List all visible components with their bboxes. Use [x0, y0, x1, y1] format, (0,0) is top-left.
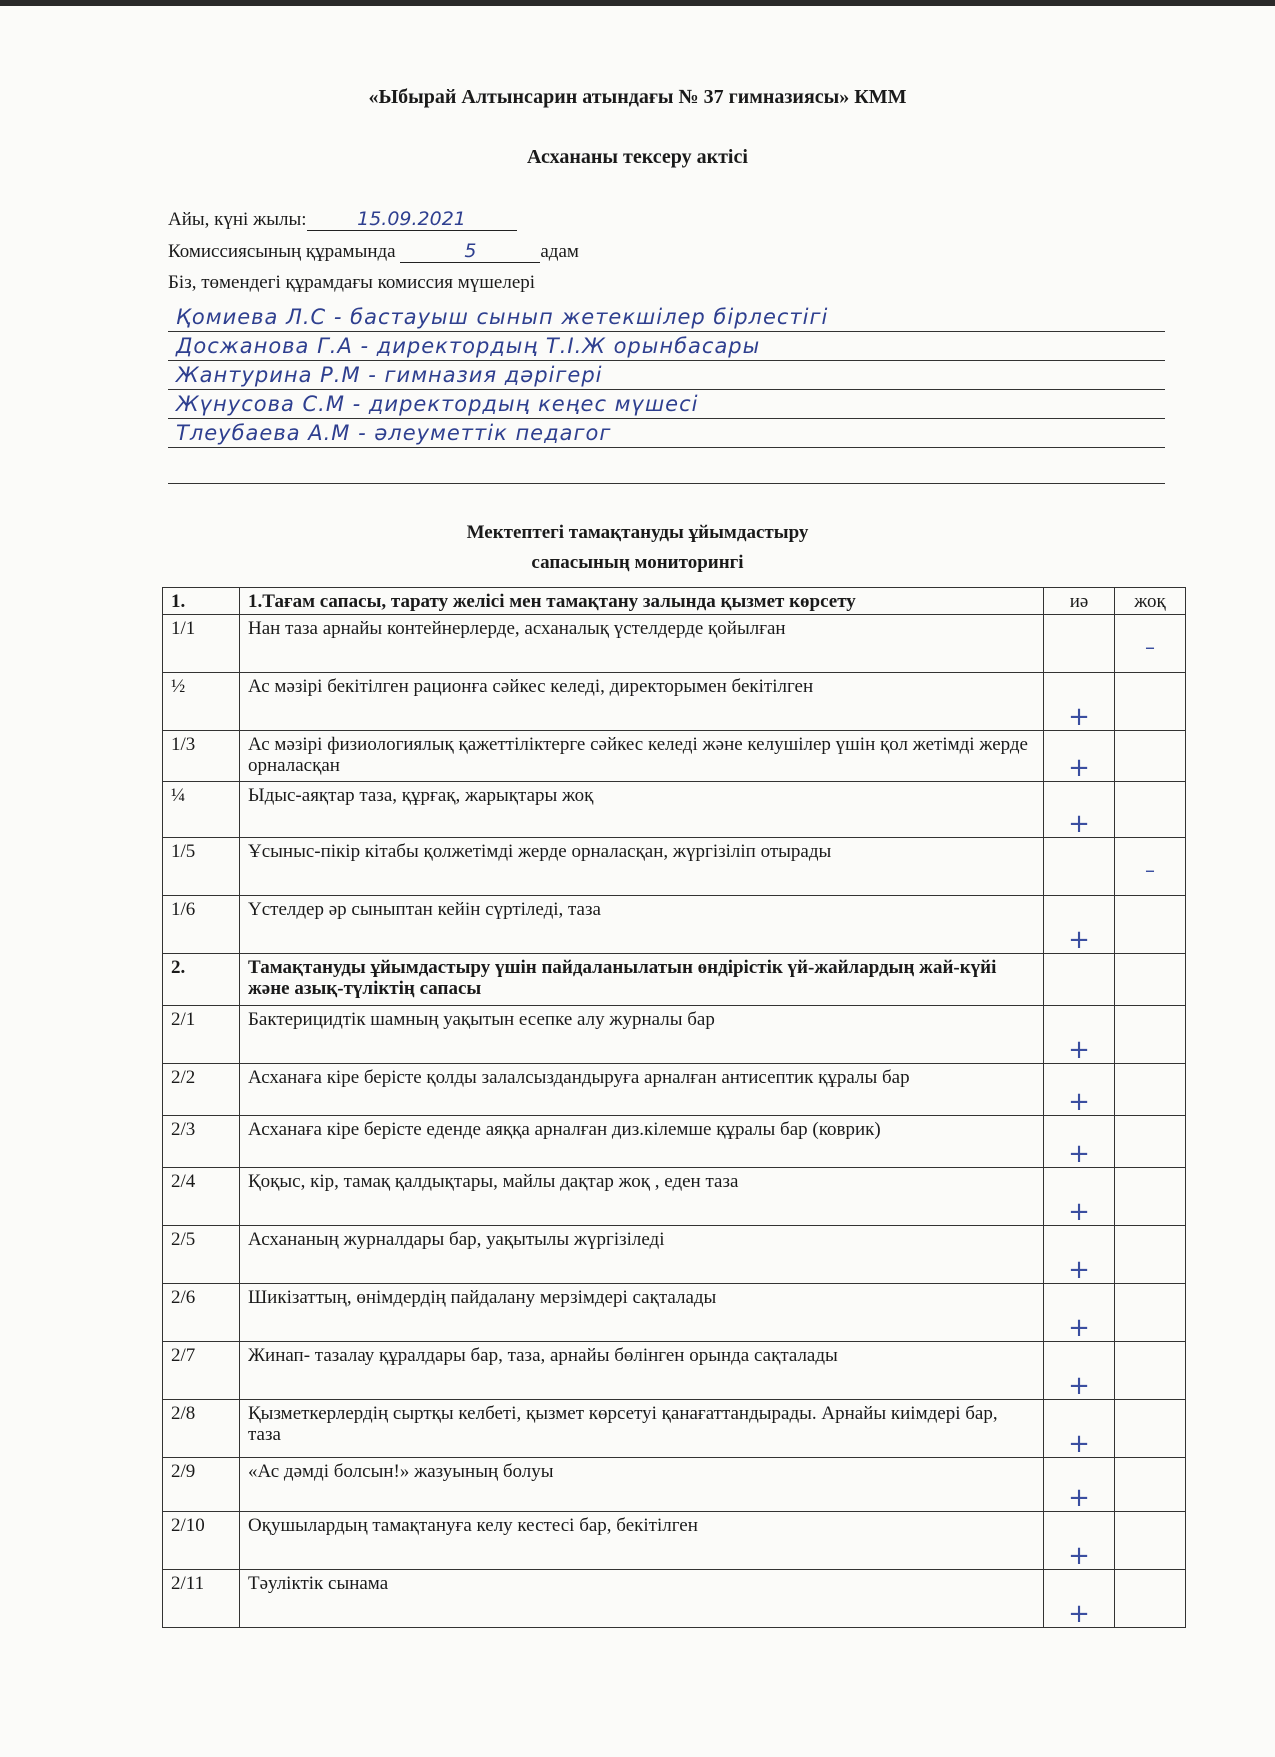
date-value: 15.09.2021	[307, 208, 517, 231]
plus-check-mark: +	[1068, 1313, 1090, 1343]
yes-cell	[1044, 615, 1115, 673]
no-cell	[1115, 1226, 1186, 1284]
date-label: Айы, күні жылы:	[168, 209, 307, 230]
member-line	[168, 418, 1165, 448]
row-number: 2/6	[163, 1284, 240, 1342]
row-number: 1.	[163, 588, 240, 615]
commission-label: Комиссиясының құрамында	[168, 241, 396, 262]
plus-check-mark: +	[1068, 1599, 1090, 1629]
plus-check-mark: +	[1068, 1371, 1090, 1401]
plus-check-mark: +	[1068, 1255, 1090, 1285]
criterion-text: Асханаға кіре берісте еденде аяққа арналған диз.кілемше құралы бар (коврик)	[240, 1116, 1044, 1168]
no-cell: жоқ	[1115, 588, 1186, 615]
commission-unit: адам	[540, 241, 579, 262]
yes-cell	[1044, 838, 1115, 896]
yes-cell	[1044, 896, 1115, 954]
monitoring-table	[162, 587, 1186, 1628]
no-cell	[1115, 896, 1186, 954]
table-row	[163, 1284, 1186, 1342]
criterion-text: Ұсыныс-пікір кітабы қолжетімді жерде орналасқан, жүргізіліп отырады	[240, 838, 1044, 896]
yes-cell	[1044, 1168, 1115, 1226]
row-number: 1/3	[163, 731, 240, 782]
row-number: ¼	[163, 782, 240, 838]
row-number: 1/5	[163, 838, 240, 896]
member-name: Тлеубаева А.М - әлеуметтік педагог	[176, 421, 612, 445]
yes-cell	[1044, 1064, 1115, 1116]
no-cell	[1115, 1116, 1186, 1168]
table-row	[163, 731, 1186, 782]
table-row	[163, 1570, 1186, 1628]
section-title-line2: сапасының мониторингі	[531, 552, 744, 573]
yes-cell	[1044, 731, 1115, 782]
row-number: 2/10	[163, 1512, 240, 1570]
member-line	[168, 302, 1165, 332]
table-row	[163, 838, 1186, 896]
criterion-text: Тәуліктік сынама	[240, 1570, 1044, 1628]
row-number: 1/1	[163, 615, 240, 673]
yes-cell	[1044, 1458, 1115, 1512]
table-row	[163, 1458, 1186, 1512]
no-cell	[1115, 1284, 1186, 1342]
criterion-text: Қызметкерлердің сыртқы келбеті, қызмет көрсетуі қанағаттандырады. Арнайы киімдері бар, таза	[240, 1400, 1044, 1458]
row-number: ½	[163, 673, 240, 731]
table-row	[163, 1006, 1186, 1064]
plus-check-mark: +	[1068, 1483, 1090, 1513]
criterion-text: Қоқыс, кір, тамақ қалдықтары, майлы дақтар жоқ , еден таза	[240, 1168, 1044, 1226]
commission-field	[168, 240, 579, 263]
commission-count: 5	[400, 240, 540, 263]
yes-cell: иә	[1044, 588, 1115, 615]
member-line	[168, 360, 1165, 390]
no-cell	[1115, 731, 1186, 782]
no-cell	[1115, 1064, 1186, 1116]
row-number: 2/4	[163, 1168, 240, 1226]
criterion-text: Асхананың журналдары бар, уақытылы жүргізіледі	[240, 1226, 1044, 1284]
criterion-text: 1.Тағам сапасы, тарату желісі мен тамақтану залында қызмет көрсету	[240, 588, 1044, 615]
criterion-text: Ыдыс-аяқтар таза, құрғақ, жарықтары жоқ	[240, 782, 1044, 838]
table-row	[163, 1342, 1186, 1400]
act-title: Асхананы тексеру актісі	[527, 146, 748, 168]
member-line	[168, 389, 1165, 419]
date-field	[168, 208, 517, 231]
organization-header: «Ыбырай Алтынсарин атындағы № 37 гимназиясы» КММ	[368, 86, 907, 108]
criterion-text: Тамақтануды ұйымдастыру үшін пайдаланылатын өндірістік үй-жайлардың жай-күйі және азық-түліктің сапасы	[240, 954, 1044, 1006]
row-number: 2/2	[163, 1064, 240, 1116]
no-cell	[1115, 1168, 1186, 1226]
member-line	[168, 454, 1165, 484]
table-row	[163, 782, 1186, 838]
table-row	[163, 896, 1186, 954]
criterion-text: Ас мәзірі бекітілген рационға сәйкес келеді, директорымен бекітілген	[240, 673, 1044, 731]
plus-check-mark: +	[1068, 925, 1090, 955]
row-number: 2/5	[163, 1226, 240, 1284]
no-cell	[1115, 615, 1186, 673]
yes-cell	[1044, 1400, 1115, 1458]
no-cell	[1115, 1570, 1186, 1628]
table-row	[163, 615, 1186, 673]
no-cell	[1115, 1512, 1186, 1570]
row-number: 2/11	[163, 1570, 240, 1628]
row-number: 2/1	[163, 1006, 240, 1064]
table-row	[163, 1116, 1186, 1168]
member-line	[168, 331, 1165, 361]
member-name: Қомиева Л.С - бастауыш сынып жетекшілер бірлестігі	[176, 305, 829, 329]
yes-cell	[1044, 673, 1115, 731]
member-name: Досжанова Г.А - директордың Т.І.Ж орынбасары	[176, 334, 761, 358]
plus-check-mark: +	[1068, 1139, 1090, 1169]
criterion-text: «Ас дәмді болсын!» жазуының болуы	[240, 1458, 1044, 1512]
yes-cell	[1044, 1226, 1115, 1284]
table-row	[163, 1168, 1186, 1226]
yes-cell	[1044, 954, 1115, 1006]
plus-check-mark: +	[1068, 1541, 1090, 1571]
member-name: Жүнусова С.М - директордың кеңес мүшесі	[176, 392, 699, 416]
table-row	[163, 673, 1186, 731]
plus-check-mark: +	[1068, 809, 1090, 839]
plus-check-mark: +	[1068, 1087, 1090, 1117]
plus-check-mark: +	[1068, 1035, 1090, 1065]
table-row	[163, 1400, 1186, 1458]
no-cell	[1115, 1342, 1186, 1400]
yes-cell	[1044, 1570, 1115, 1628]
table-row	[163, 1064, 1186, 1116]
section-title-line1: Мектептегі тамақтануды ұйымдастыру	[466, 522, 809, 543]
plus-check-mark: +	[1068, 753, 1090, 783]
section-header-row	[163, 954, 1186, 1006]
yes-cell	[1044, 1284, 1115, 1342]
no-cell	[1115, 1006, 1186, 1064]
members-label: Біз, төмендегі құрамдағы комиссия мүшелері	[168, 272, 536, 293]
yes-cell	[1044, 782, 1115, 838]
scan-top-edge	[0, 0, 1275, 6]
criterion-text: Жинап- тазалау құралдары бар, таза, арнайы бөлінген орында сақталады	[240, 1342, 1044, 1400]
criterion-text: Шикізаттың, өнімдердің пайдалану мерзімдері сақталады	[240, 1284, 1044, 1342]
criterion-text: Оқушылардың тамақтануға келу кестесі бар, бекітілген	[240, 1512, 1044, 1570]
no-cell	[1115, 838, 1186, 896]
no-cell	[1115, 1458, 1186, 1512]
member-name: Жантурина Р.М - гимназия дәрігері	[176, 363, 603, 387]
yes-cell	[1044, 1342, 1115, 1400]
dash-mark: –	[1145, 635, 1155, 659]
table-row	[163, 1512, 1186, 1570]
row-number: 2/8	[163, 1400, 240, 1458]
criterion-text: Нан таза арнайы контейнерлерде, асханалық үстелдерде қойылған	[240, 615, 1044, 673]
criterion-text: Үстелдер әр сыныптан кейін сүртіледі, таза	[240, 896, 1044, 954]
yes-cell	[1044, 1006, 1115, 1064]
no-cell	[1115, 954, 1186, 1006]
table-row	[163, 1226, 1186, 1284]
plus-check-mark: +	[1068, 1197, 1090, 1227]
row-number: 2/7	[163, 1342, 240, 1400]
row-number: 2/9	[163, 1458, 240, 1512]
criterion-text: Асханаға кіре берісте қолды залалсыздандыруға арналған антисептик құралы бар	[240, 1064, 1044, 1116]
no-cell	[1115, 1400, 1186, 1458]
row-number: 1/6	[163, 896, 240, 954]
criterion-text: Ас мәзірі физиологиялық қажеттіліктерге сәйкес келеді және келушілер үшін қол жетімді жерде орналасқан	[240, 731, 1044, 782]
plus-check-mark: +	[1068, 1429, 1090, 1459]
row-number: 2/3	[163, 1116, 240, 1168]
section-header-row	[163, 588, 1186, 615]
plus-check-mark: +	[1068, 702, 1090, 732]
no-cell	[1115, 782, 1186, 838]
no-cell	[1115, 673, 1186, 731]
row-number: 2.	[163, 954, 240, 1006]
criterion-text: Бактерицидтік шамның уақытын есепке алу журналы бар	[240, 1006, 1044, 1064]
yes-cell	[1044, 1512, 1115, 1570]
yes-cell	[1044, 1116, 1115, 1168]
dash-mark: –	[1145, 858, 1155, 882]
